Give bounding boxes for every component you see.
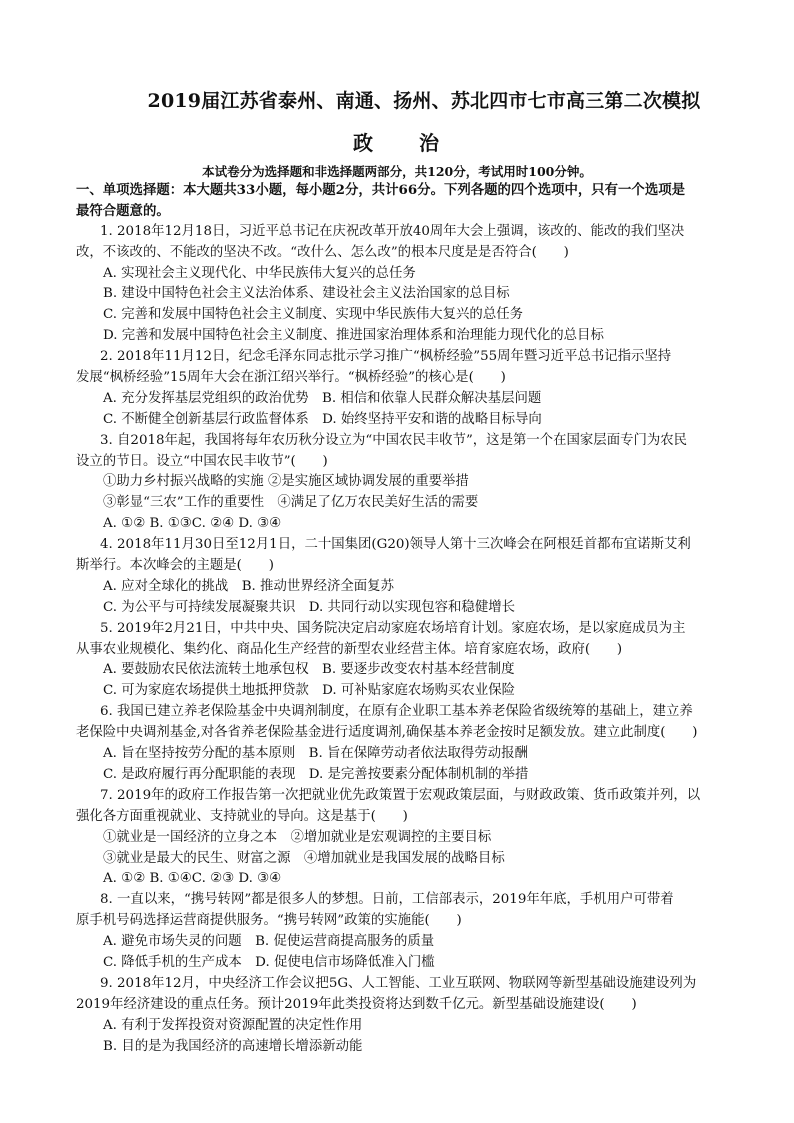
question-statement: ①就业是一国经济的立身之本 ②增加就业是宏观调控的主要目标 (103, 829, 492, 845)
subject-char-2: 治 (419, 131, 441, 155)
question-2 (76, 347, 736, 431)
question-stem-cont: 2019年经济建设的重点任务。预计2019年此类投资将达到数千亿元。新型基础设施建设( ) (76, 996, 637, 1012)
answer-option: B. 目的是为我国经济的高速增长增添新动能 (103, 1038, 363, 1054)
answer-option: A. 有利于发挥投资对资源配置的决定性作用 (103, 1017, 363, 1033)
answer-option: A. 要鼓励农民依法流转土地承包权 B. 要逐步改变农村基本经营制度 (103, 662, 515, 678)
section-heading: 一、单项选择题：本大题共33小题，每小题2分，共计66分。下列各题的四个选项中，只有一个选项是 (76, 182, 685, 198)
question-8 (76, 890, 736, 974)
question-6 (76, 702, 736, 786)
question-stem: 6. 我国已建立养老保险基金中央调剂制度，在原有企业职工基本养老保险省级统筹的基础上，建立养 (100, 704, 693, 720)
answer-option: C. 是政府履行再分配职能的表现 D. 是完善按要素分配体制机制的举措 (103, 766, 529, 782)
question-stem: 1. 2018年12月18日，习近平总书记在庆祝改革开放40周年大会上强调，该改的、能改的我们坚决 (100, 223, 685, 239)
question-stem-cont: 从事农业规模化、集约化、商品化生产经营的新型农业经营主体。培育家庭农场，政府( ) (76, 641, 623, 657)
question-5 (76, 619, 736, 703)
answer-option: A. 避免市场失灵的问题 B. 促使运营商提高服务的质量 (103, 934, 435, 950)
question-7 (76, 786, 736, 890)
subject-char-1: 政 (353, 131, 375, 155)
question-stem-cont: 强化各方面重视就业、支持就业的导向。这是基于( ) (76, 808, 408, 824)
exam-note: 本试卷分为选择题和非选择题两部分，共120分，考试用时100分钟。 (202, 164, 592, 179)
question-list (76, 222, 736, 1058)
question-stem: 8. 一直以来，“携号转网”都是很多人的梦想。日前，工信部表示，2019年年底，手机用户可带着 (100, 892, 674, 908)
answer-option: C. 降低手机的生产成本 D. 促使电信市场降低准入门槛 (103, 954, 435, 970)
answer-option: C. 不断健全创新基层行政监督体系 D. 始终坚持平安和谐的战略目标导向 (103, 411, 542, 427)
exam-title: 2019届江苏省泰州、南通、扬州、苏北四市七市高三第二次模拟 (147, 90, 701, 112)
answer-option: C. 完善和发展中国特色社会主义制度、实现中华民族伟大复兴的总任务 (103, 307, 523, 323)
question-statement: ③彰显“三农”工作的重要性 ④满足了亿万农民美好生活的需要 (103, 495, 479, 511)
question-4 (76, 535, 736, 619)
question-stem: 3. 自2018年起，我国将每年农历秋分设立为“中国农民丰收节”，这是第一个在国家层面专门为农民 (100, 432, 688, 448)
question-stem: 9. 2018年12月，中央经济工作会议把5G、人工智能、工业互联网、物联网等新型基础设施建设列为 (100, 975, 697, 991)
section-heading-cont: 最符合题意的。 (76, 202, 170, 219)
answer-option: A. 旨在坚持按劳分配的基本原则 B. 旨在保障劳动者依法取得劳动报酬 (103, 746, 528, 762)
answer-option: A. 应对全球化的挑战 B. 推动世界经济全面复苏 (103, 578, 394, 594)
answer-option: A. 充分发挥基层党组织的政治优势 B. 相信和依靠人民群众解决基层问题 (103, 390, 542, 406)
question-3 (76, 431, 736, 535)
answer-option: B. 建设中国特色社会主义法治体系、建设社会主义法治国家的总目标 (103, 286, 510, 302)
answer-option: C. 可为家庭农场提供土地抵押贷款 D. 可补贴家庭农场购买农业保险 (103, 683, 515, 699)
question-statement: ①助力乡村振兴战略的实施 ②是实施区域协调发展的重要举措 (103, 474, 469, 490)
question-stem-cont: 发展“枫桥经验”15周年大会在浙江绍兴举行。“枫桥经验”的核心是( ) (76, 370, 506, 386)
question-9 (76, 974, 736, 1058)
answer-option: C. 为公平与可持续发展凝聚共识 D. 共同行动以实现包容和稳健增长 (103, 599, 515, 615)
answer-option: A. ①② B. ①④C. ②③ D. ③④ (103, 871, 282, 887)
question-stem-cont: 斯举行。本次峰会的主题是( ) (76, 558, 274, 574)
question-1 (76, 222, 736, 347)
answer-option: A. ①② B. ①③C. ②④ D. ③④ (103, 516, 282, 532)
answer-option: A. 实现社会主义现代化、中华民族伟大复兴的总任务 (103, 265, 416, 281)
subject-title (0, 127, 794, 156)
question-stem: 2. 2018年11月12日，纪念毛泽东同志批示学习推广“枫桥经验”55周年暨习近平总书记指示坚持 (100, 349, 672, 365)
question-stem: 4. 2018年11月30日至12月1日，二十国集团(G20)领导人第十三次峰会在阿根廷首都布宜诺斯艾利 (100, 537, 691, 553)
question-statement: ③就业是最大的民生、财富之源 ④增加就业是我国发展的战略目标 (103, 850, 505, 866)
answer-option: D. 完善和发展中国特色社会主义制度、推进国家治理体系和治理能力现代化的总目标 (103, 328, 604, 344)
exam-body (76, 180, 736, 1057)
question-stem: 5. 2019年2月21日，中共中央、国务院决定启动家庭农场培育计划。家庭农场，是以家庭成员为主 (100, 620, 686, 636)
question-stem: 7. 2019年的政府工作报告第一次把就业优先政策置于宏观政策层面，与财政政策、货币政策并列，以 (100, 787, 701, 803)
question-stem-cont: 设立的节日。设立“中国农民丰收节”( ) (76, 453, 328, 469)
question-stem-cont: 老保险中央调剂基金,对各省养老保险基金进行适度调剂,确保基本养老金按时足额发放。建立此制度( ) (76, 725, 698, 741)
question-stem-cont: 改，不该改的、不能改的坚决不改。“改什么、怎么改”的根本尺度是是否符合( ) (76, 244, 569, 260)
question-stem-cont: 原手机号码选择运营商提供服务。“携号转网”政策的实施能( ) (76, 913, 462, 929)
